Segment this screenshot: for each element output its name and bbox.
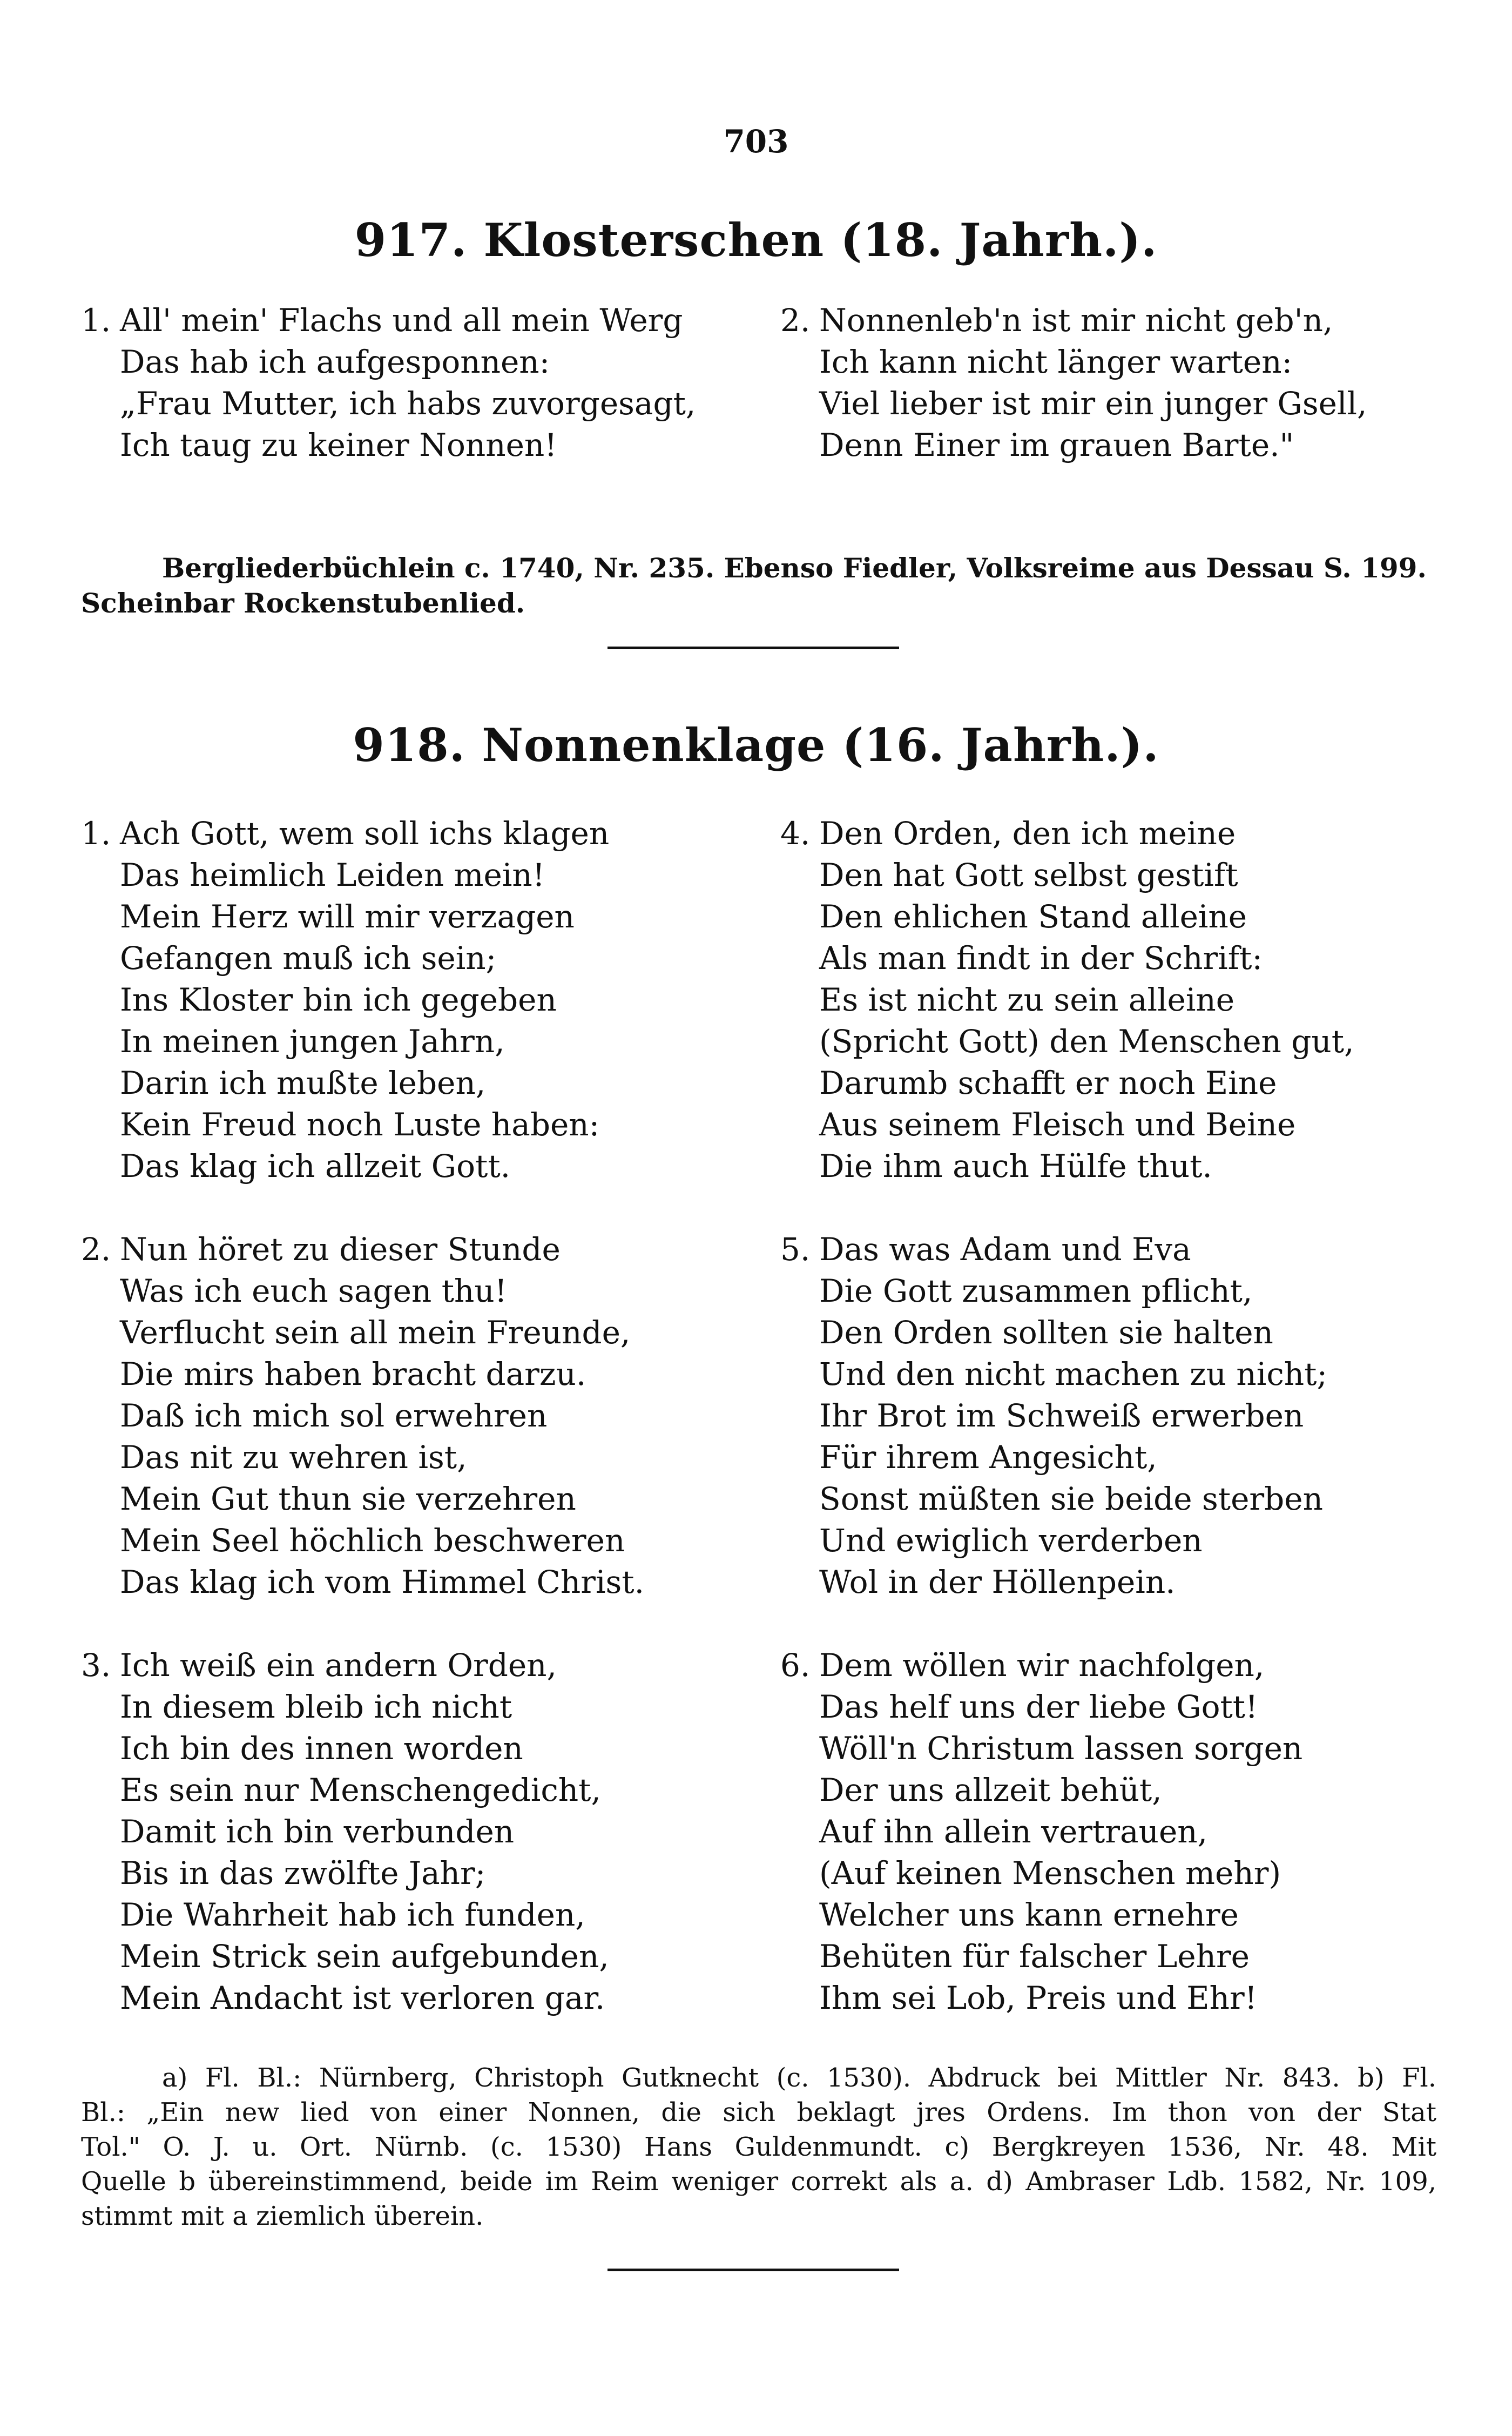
footnote-line: stimmt mit a ziemlich überein. [81, 2201, 484, 2231]
footnote-line: Bl.: „Ein new lied von einer Nonnen, die sich beklagt jres Ordens. Im thon von der Stat [81, 2097, 1436, 2128]
song-917-stanza-2 [780, 300, 1367, 466]
verse-line: „Frau Mutter, ich habs zuvorgesagt, [120, 385, 696, 422]
verse-line: Für ihrem Angesicht, [819, 1439, 1157, 1476]
verse-line: Das klag ich vom Himmel Christ. [120, 1564, 645, 1600]
verse-line: Es ist nicht zu sein alleine [819, 981, 1235, 1018]
footnote-line: Quelle b übereinstimmend, beide im Reim weniger correkt als a. d) Ambraser Ldb. 1582, Nr. 109, [81, 2166, 1436, 2197]
song-917-source-note-2: Scheinbar Rockenstubenlied. [81, 587, 525, 619]
song-918-stanza-5 [780, 1229, 1327, 1603]
verse-line: Daß ich mich sol erwehren [120, 1397, 548, 1434]
verse-line: Ihr Brot im Schweiß erwerben [819, 1397, 1304, 1434]
verse-line: Nonnenleb'n ist mir nicht geb'n, [819, 302, 1333, 339]
verse-line: Darumb schafft er noch Eine [819, 1065, 1277, 1101]
verse-line: Ich kann nicht länger warten: [819, 344, 1293, 380]
song-918-stanza-6 [780, 1645, 1302, 2019]
verse-line: Ins Kloster bin ich gegeben [120, 981, 557, 1018]
verse-line: Dem wöllen wir nachfolgen, [819, 1647, 1265, 1684]
verse-line: Nun höret zu dieser Stunde [120, 1231, 561, 1268]
verse-line: Verflucht sein all mein Freunde, [120, 1314, 631, 1351]
song-918-stanza-4 [780, 813, 1354, 1187]
verse-line: Ich weiß ein andern Orden, [120, 1647, 557, 1684]
verse-line: Damit ich bin verbunden [120, 1813, 515, 1850]
verse-line: Den ehlichen Stand alleine [819, 898, 1247, 935]
verse-line: Behüten für falscher Lehre [819, 1938, 1250, 1975]
verse-line: (Spricht Gott) den Menschen gut, [819, 1023, 1354, 1060]
page-number: 703 [723, 123, 789, 160]
verse-line: Die Wahrheit hab ich funden, [120, 1896, 585, 1933]
verse-line: Wöll'n Christum lassen sorgen [819, 1730, 1303, 1767]
verse-line: Mein Andacht ist verloren gar. [120, 1980, 605, 2016]
verse-line: All' mein' Flachs und all mein Werg [120, 302, 683, 339]
verse-line: Aus seinem Fleisch und Beine [819, 1106, 1296, 1143]
verse-line: Das helf uns der liebe Gott! [819, 1688, 1258, 1725]
verse-line: Denn Einer im grauen Barte." [819, 427, 1294, 463]
section-divider [608, 647, 899, 649]
verse-line: Auf ihn allein vertrauen, [819, 1813, 1208, 1850]
stanza-number: 5. [780, 1231, 811, 1268]
verse-line: Das heimlich Leiden mein! [120, 857, 545, 893]
verse-line: Was ich euch sagen thu! [120, 1273, 508, 1309]
song-917-source-note: Bergliederbüchlein c. 1740, Nr. 235. Ebenso Fiedler, Volksreime aus Dessau S. 199. [162, 552, 1427, 584]
verse-line: In diesem bleib ich nicht [120, 1688, 512, 1725]
verse-line: Das hab ich aufgesponnen: [120, 344, 550, 380]
verse-line: Die ihm auch Hülfe thut. [819, 1148, 1212, 1185]
verse-line: Viel lieber ist mir ein junger Gsell, [819, 385, 1367, 422]
verse-line: Ich taug zu keiner Nonnen! [120, 427, 557, 463]
verse-line: Ich bin des innen worden [120, 1730, 523, 1767]
song-918-stanza-2 [81, 1229, 644, 1603]
verse-line: Darin ich mußte leben, [120, 1065, 486, 1101]
song-918-stanza-3 [81, 1645, 609, 2019]
stanza-number: 2. [780, 302, 811, 339]
song-918-title: 918. Nonnenklage (16. Jahrh.). [353, 718, 1159, 772]
footnote-line: Tol." O. J. u. Ort. Nürnb. (c. 1530) Hans Guldenmundt. c) Bergkreyen 1536, Nr. 48. Mit [81, 2132, 1436, 2162]
verse-line: Das klag ich allzeit Gott. [120, 1148, 511, 1185]
stanza-number: 4. [780, 815, 811, 852]
song-917-title: 917. Klosterschen (18. Jahrh.). [354, 213, 1158, 267]
verse-line: In meinen jungen Jahrn, [120, 1023, 505, 1060]
song-918-footnotes [81, 2061, 1436, 2233]
verse-line: Mein Strick sein aufgebunden, [120, 1938, 609, 1975]
verse-line: Die mirs haben bracht darzu. [120, 1356, 586, 1392]
verse-line: Welcher uns kann ernehre [819, 1896, 1239, 1933]
song-918-stanza-1 [81, 813, 609, 1187]
verse-line: Und den nicht machen zu nicht; [819, 1356, 1327, 1392]
verse-line: Wol in der Höllenpein. [819, 1564, 1176, 1600]
verse-line: Der uns allzeit behüt, [819, 1772, 1162, 1808]
verse-line: (Auf keinen Menschen mehr) [819, 1855, 1281, 1892]
verse-line: Es sein nur Menschengedicht, [120, 1772, 601, 1808]
verse-line: Die Gott zusammen pflicht, [819, 1273, 1253, 1309]
verse-line: Den Orden sollten sie halten [819, 1314, 1273, 1351]
verse-line: Den Orden, den ich meine [819, 815, 1236, 852]
verse-line: Und ewiglich verderben [819, 1522, 1203, 1559]
stanza-number: 2. [81, 1231, 111, 1268]
verse-line: Das nit zu wehren ist, [120, 1439, 467, 1476]
verse-line: Den hat Gott selbst gestift [819, 857, 1238, 893]
verse-line: Das was Adam und Eva [819, 1231, 1191, 1268]
verse-line: Mein Seel höchlich beschweren [120, 1522, 625, 1559]
verse-line: Gefangen muß ich sein; [120, 940, 497, 977]
verse-line: Als man findt in der Schrift: [819, 940, 1263, 977]
stanza-number: 6. [780, 1647, 811, 1684]
verse-line: Ach Gott, wem soll ichs klagen [120, 815, 610, 852]
footnote-line: a) Fl. Bl.: Nürnberg, Christoph Gutknecht (c. 1530). Abdruck bei Mittler Nr. 843. b) Fl. [162, 2063, 1436, 2093]
verse-line: Bis in das zwölfte Jahr; [120, 1855, 486, 1892]
verse-line: Mein Herz will mir verzagen [120, 898, 575, 935]
verse-line: Mein Gut thun sie verzehren [120, 1481, 576, 1517]
stanza-number: 1. [81, 815, 111, 852]
song-917-stanza-1 [81, 300, 696, 466]
stanza-number: 1. [81, 302, 111, 339]
verse-line: Kein Freud noch Luste haben: [120, 1106, 600, 1143]
stanza-number: 3. [81, 1647, 111, 1684]
section-divider [608, 2269, 899, 2271]
verse-line: Sonst müßten sie beide sterben [819, 1481, 1323, 1517]
verse-line: Ihm sei Lob, Preis und Ehr! [819, 1980, 1258, 2016]
